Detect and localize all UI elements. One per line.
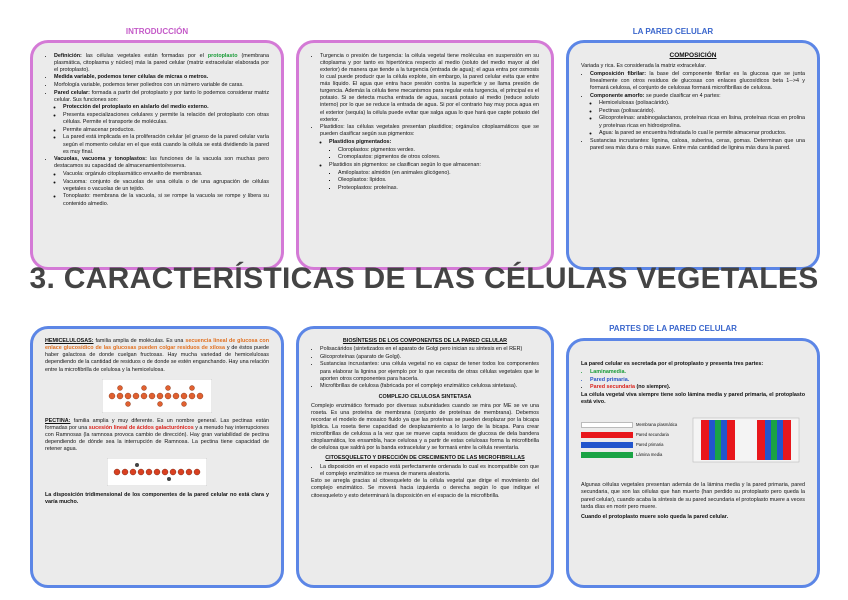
turgor-list bbox=[311, 53, 539, 192]
pigmented-plastids: ◦ Plastidios pigmentados: ▪ Cloroplastos: pigmentos verdes. ▪ Cromoplastos: pigmentos de otros colores. bbox=[329, 139, 539, 161]
vacuole-item: ◦ Tonoplasto: membrana de la vacuola, si se rompe la vacuola se rompe y libera su contenido almedio. bbox=[63, 193, 269, 207]
plastid-type: ▪ Amiloplastos: almidón (en animales glicógeno). bbox=[338, 170, 539, 177]
part-middle-lamella: • Laminamedia. bbox=[590, 369, 805, 376]
wall-layers-figure bbox=[691, 416, 801, 464]
intro-vacuoles: • Vacuolas, vacuoma y tonoplastos: las funciones de la vacuola son muchas pero destacamos su capacidad de almacenamiento/reserva. ◦ Vacuola: orgánulo citoplasmático envuelto de membranas. ◦ Vacuoma: conjunto de vacuolas de una célula o de una agrupación de células vegetales o vacuolas de un tejido. ◦ Tonoplasto: membrana de la vacuola, si se rompe la vacuola se rompe y libera su contenido almedio. bbox=[54, 156, 269, 207]
intro-heading: INTRODUCCIÓN bbox=[125, 27, 189, 36]
part-secondary-wall: • Pared secundaria (no siempre). bbox=[590, 384, 805, 391]
composition-title: COMPOSICIÓN bbox=[669, 52, 717, 59]
incrusting-item: • Sustancias incrustantes: lignina, calosa, suberina, ceras, gomas. Determinan que una pared sea más dura o más suave. Entre más cantidad de lignina más dura la pared. bbox=[590, 138, 805, 152]
hemicellulose-box bbox=[30, 326, 284, 588]
parts-footer-1: Algunas células vegetales presentan además de la lámina media y la pared primaria, pared secundaria, que son las células que han muerto (han perdido su protoplasto pero queda la pared celular), cuando acaba la síntesis de su pared secundaria el protoplasto muere a veces tarda días en morir pero muere. bbox=[581, 482, 805, 510]
legend-primary: Pared primaria bbox=[581, 440, 691, 450]
parts-intro: La pared celular es secretada por el protoplasto y presenta tres partes: bbox=[581, 361, 764, 367]
parts-list bbox=[581, 369, 805, 391]
biosynthesis-item: • Polisacáridos (sintetizados en el aparato de Golgi pero inician su síntesis en el RER) bbox=[320, 346, 539, 353]
composition-intro: Variada y rica. Es considerada la matriz extracelular. bbox=[581, 62, 707, 69]
cytoskeleton-title: CITOESQUELETO Y DIRECCIÓN DE CRECIMIENTO DE LAS MICROFIBRILLAS bbox=[325, 455, 525, 462]
wall-function: ◦ La pared está implicada en la proliferación celular (el grueso de la pared celular varía según el momento celular en el que está cuando la célula se está dividiendo la pared es muy final. bbox=[63, 134, 269, 155]
hemicellulose-diagram bbox=[102, 379, 212, 413]
membrane-swatch bbox=[581, 422, 633, 428]
intro-box bbox=[30, 40, 284, 270]
plastid-type: ▪ Cloroplastos: pigmentos verdes. bbox=[338, 147, 539, 154]
turgor-item: • Turgencia o presión de turgencia: la célula vegetal tiene moléculas en suspensión en su citoplasma y por tanto es hipertónica respecto al medio (soluto del medio mayor al del exterior) de manera que tiende a la turgencia (entrada de agua); el agua entra por osmosis lo cual puede producir que la célula explote, sin embargo, la pared celular evita que entre más líquido. El agua que entra hace presión contra la superficie y se llama presión de turgencia. Además la célula tiene mecanismos para regular esta turgencia, el principal es el potasio. Si se detecta mucha entrada de agua, sacará potasio al medio (reduce soluto interno) por lo que se reduce la entrada de agua. Si por el contrario hay muy poca agua en el exterior (sequía) la célula puede evitar que salga agua lo que hará que capte potasio del exterior. bbox=[320, 53, 539, 124]
composition-list bbox=[581, 71, 805, 152]
unpigmented-plastids: ◦ Plastidios sin pigmentos: se clasifican según lo que almacenan: ▪ Amiloplastos: almidón (en animales glicógeno). ▪ Oleoplastos: lípidos. ▪ Proteoplastos: proteínas. bbox=[329, 162, 539, 192]
complex-text: Complejo enzimático formado por diversas subunidades cuando se mira por ME se ve una roseta. Es una proteína de membrana (conjunto de proteínas de membrana). Debemos recordar el modelo de mosaico fluido ya que las proteínas se pueden desplazar por la bicapa lipídica. La roseta tiene capacidad de desplazamiento a lo largo de la bicapa. Para crear microfibrillas de celulosa a la vez que se mueve capta residuos de glucosa de dela bandera citoplasmática, los ensambla, hace celulosa y a partir de estas celulosas forma la microfibrilla de celulosa que saldrá por la banda extracelular y se formará entre la célula reventaría. bbox=[311, 402, 539, 452]
intro-size: • Medida variable, podemos tener células de micras o metros. bbox=[54, 74, 269, 81]
legend-middle: Lámina media bbox=[581, 450, 691, 460]
plastids-item: • Plastidios: las células vegetales presentan plastidios; orgánulos citoplasmáticos que se pueden clasificar según sus pigmentos: ◦ Plastidios pigmentados: ▪ Cloroplastos: pigmentos verdes. ▪ Cromoplastos: pigmentos de otros colores. ◦ Plastidios sin pigmentos: se clasifican según lo que almacenan: ▪ Amiloplastos: almidón (en animales glicógeno). ▪ Oleoplastos: lípidos. ▪ Proteoplastos: proteínas. bbox=[320, 124, 539, 192]
fibrillar-item: • Composición fibrilar: la base del componente fibrilar es la glucosa que se junta linealmente con otros residuos de glucosas con enlaces glucosídicos beta 1-->4 y formará celulosa, el conjunto de celulosas formará microfibrillas de celulosa. bbox=[590, 71, 805, 92]
wall-heading: LA PARED CELULAR bbox=[632, 27, 714, 36]
wall-function: ◦ Permite almacenar productos. bbox=[63, 127, 269, 134]
cytoskeleton-list bbox=[311, 464, 539, 478]
intro-definition: • Definición: las células vegetales están formadas por el protoplasto (membrana plasmática, citoplasma y núcleo) más la pared celular (matriz extracelular elaborada por el protoplasto). bbox=[54, 53, 269, 74]
amorphous-item: • Componente amorfo: se puede clasificar en 4 partes: ◦ Hemicelulosas (polisacárido). ◦ Pectinas (polisacárido). ◦ Glicoproteínas: arabinogalactanos, proteínas ricas en lisina, proteínas ricas en prolina y proteínas ricas en hidroxiprolina. ◦ Agua: la pared se encuentra hidratada lo cual le permite almacenar productos. bbox=[590, 93, 805, 138]
legend-secondary: Pared secundaria bbox=[581, 430, 691, 440]
biosynthesis-item: • Sustancias incrustantes: una célula vegetal no es capaz de tener todos los componentes para elaborar la lignina por ejemplo por lo que necesita de otras células vegetales que le aporten otros componentes para hacerla. bbox=[320, 361, 539, 382]
wall-function: ◦ Presenta especializaciones celulares y permite la relación del protoplasto con otras células. Permite el transporte de moléculas. bbox=[63, 112, 269, 126]
parts-heading: PARTES DE LA PARED CELULAR bbox=[609, 324, 737, 333]
biosynthesis-title: BIOSÍNTESIS DE LOS COMPONENTES DE LA PARED CELULAR bbox=[342, 338, 508, 344]
primary-swatch bbox=[581, 442, 633, 448]
cytoskeleton-item: • La disposición en el espacio está perfectamente ordenada lo cual es incompatible con que el complejo enzimático se mueva de manera aleatoria. bbox=[320, 464, 539, 478]
biosynthesis-item: • Glicoproteínas (aparato de Golgi). bbox=[320, 354, 539, 361]
parts-box bbox=[566, 338, 820, 588]
secondary-swatch bbox=[581, 432, 633, 438]
wall-function: ◦ Protección del protoplasto en aislarlo del medio externo. bbox=[63, 104, 269, 111]
vacuole-item: ◦ Vacuoma: conjunto de vacuolas de una célula o de una agrupación de células vegetales o vacuolas de un tejido. bbox=[63, 179, 269, 193]
page-title: 3. CARACTERÍSTICAS DE LAS CÉLULAS VEGETALES bbox=[29, 262, 819, 295]
pectin-text: PECTINA: familia amplia y muy diferente. Es un nombre general. Las pectinas están formadas por una sucesión lineal de ácidos galacturónicos y a menudo hay interrupciones con Ramnosas (la ramnosa provoca cambio de dirección). Hay gran variabilidad de pectina dependiendo de dónde sea la interrupción de Ramnosa. La pectina tiene capacidad de retener agua. bbox=[45, 417, 269, 453]
middle-swatch bbox=[581, 452, 633, 458]
plastid-type: ▪ Cromoplastos: pigmentos de otros colores. bbox=[338, 154, 539, 161]
plastid-type: ▪ Proteoplastos: proteínas. bbox=[338, 185, 539, 192]
intro-wall: • Pared celular: formada a partir del protoplasto y por tanto lo podemos considerar matriz celular. Sus funciones son: ◦ Protección del protoplasto en aislarlo del medio externo. ◦ Presenta especializaciones celulares y permite la relación del protoplasto con otras células. Permite el transporte de moléculas. ◦ Permite almacenar productos. ◦ La pared está implicada en la proliferación celular (el grueso de la pared celular varía según el momento celular en el que está cuando la célula se está dividiendo la pared es muy final. bbox=[54, 90, 269, 156]
plastid-type: ▪ Oleoplastos: lípidos. bbox=[338, 177, 539, 184]
amorphous-part: ◦ Hemicelulosas (polisacárido). bbox=[599, 100, 805, 107]
hemicellulose-footer: La disposición tridimensional de los componentes de la pared celular no está clara y varía mucho. bbox=[45, 492, 269, 506]
parts-footer-2: Cuando el protoplasto muere solo queda la pared celular. bbox=[581, 513, 729, 520]
intro-morphology: • Morfología variable, podemos tener poliedros con un número variable de caras. bbox=[54, 82, 269, 89]
turgor-box bbox=[296, 40, 554, 270]
pectin-diagram bbox=[107, 458, 207, 486]
part-primary-wall: • Pared primaria. bbox=[590, 377, 805, 384]
complex-title: COMPLEJO CELULOSA SINTETASA bbox=[378, 394, 472, 401]
wall-legend bbox=[581, 420, 691, 460]
biosynthesis-item: • Microfibrillas de celulosa (fabricada por el complejo enzimático celulosa sintetasa). bbox=[320, 383, 539, 390]
intro-list bbox=[45, 53, 269, 208]
cytoskeleton-text: Esto se arregla gracias al citoesqueleto de la célula vegetal que dirige el movimiento del complejo enzimático. Se moverá hacia izquierda o derecha según lo que indique el citoesqueleto y esto determinará la disposición en el espacio de la microfibrilla. bbox=[311, 478, 539, 499]
wall-diagram bbox=[581, 416, 805, 464]
biosynthesis-box bbox=[296, 326, 554, 588]
biosynthesis-list bbox=[311, 346, 539, 390]
composition-box bbox=[566, 40, 820, 270]
parts-note: La célula vegetal viva siempre tiene solo lámina media y pared primaria, el protoplasto está vivo. bbox=[581, 392, 805, 406]
legend-membrane: Membrana plasmática bbox=[581, 420, 691, 430]
vacuole-item: ◦ Vacuola: orgánulo citoplasmático envuelto de membranas. bbox=[63, 171, 269, 178]
hemicellulose-text: HEMICELULOSAS: familia amplia de moléculas. Es una secuencia lineal de glucosa con enlace glucosídico de las glucosas pueden colgar residuos de xilosa y de éstos puede haber galactosa de donde cuelgan fructosas. Hay mucha variedad de hemicelulosas dependiendo de la cantidad de residuos o de donde se estén enganchando. Hay una relación entre la microfibrilla de celulosa y la hemicelulosa. bbox=[45, 338, 270, 373]
amorphous-part: ◦ Glicoproteínas: arabinogalactanos, proteínas ricas en lisina, proteínas ricas en prolina y proteínas ricas en hidroxiprolina. bbox=[599, 115, 805, 129]
amorphous-part: ◦ Agua: la pared se encuentra hidratada lo cual le permite almacenar productos. bbox=[599, 130, 805, 137]
amorphous-part: ◦ Pectinas (polisacárido). bbox=[599, 108, 805, 115]
